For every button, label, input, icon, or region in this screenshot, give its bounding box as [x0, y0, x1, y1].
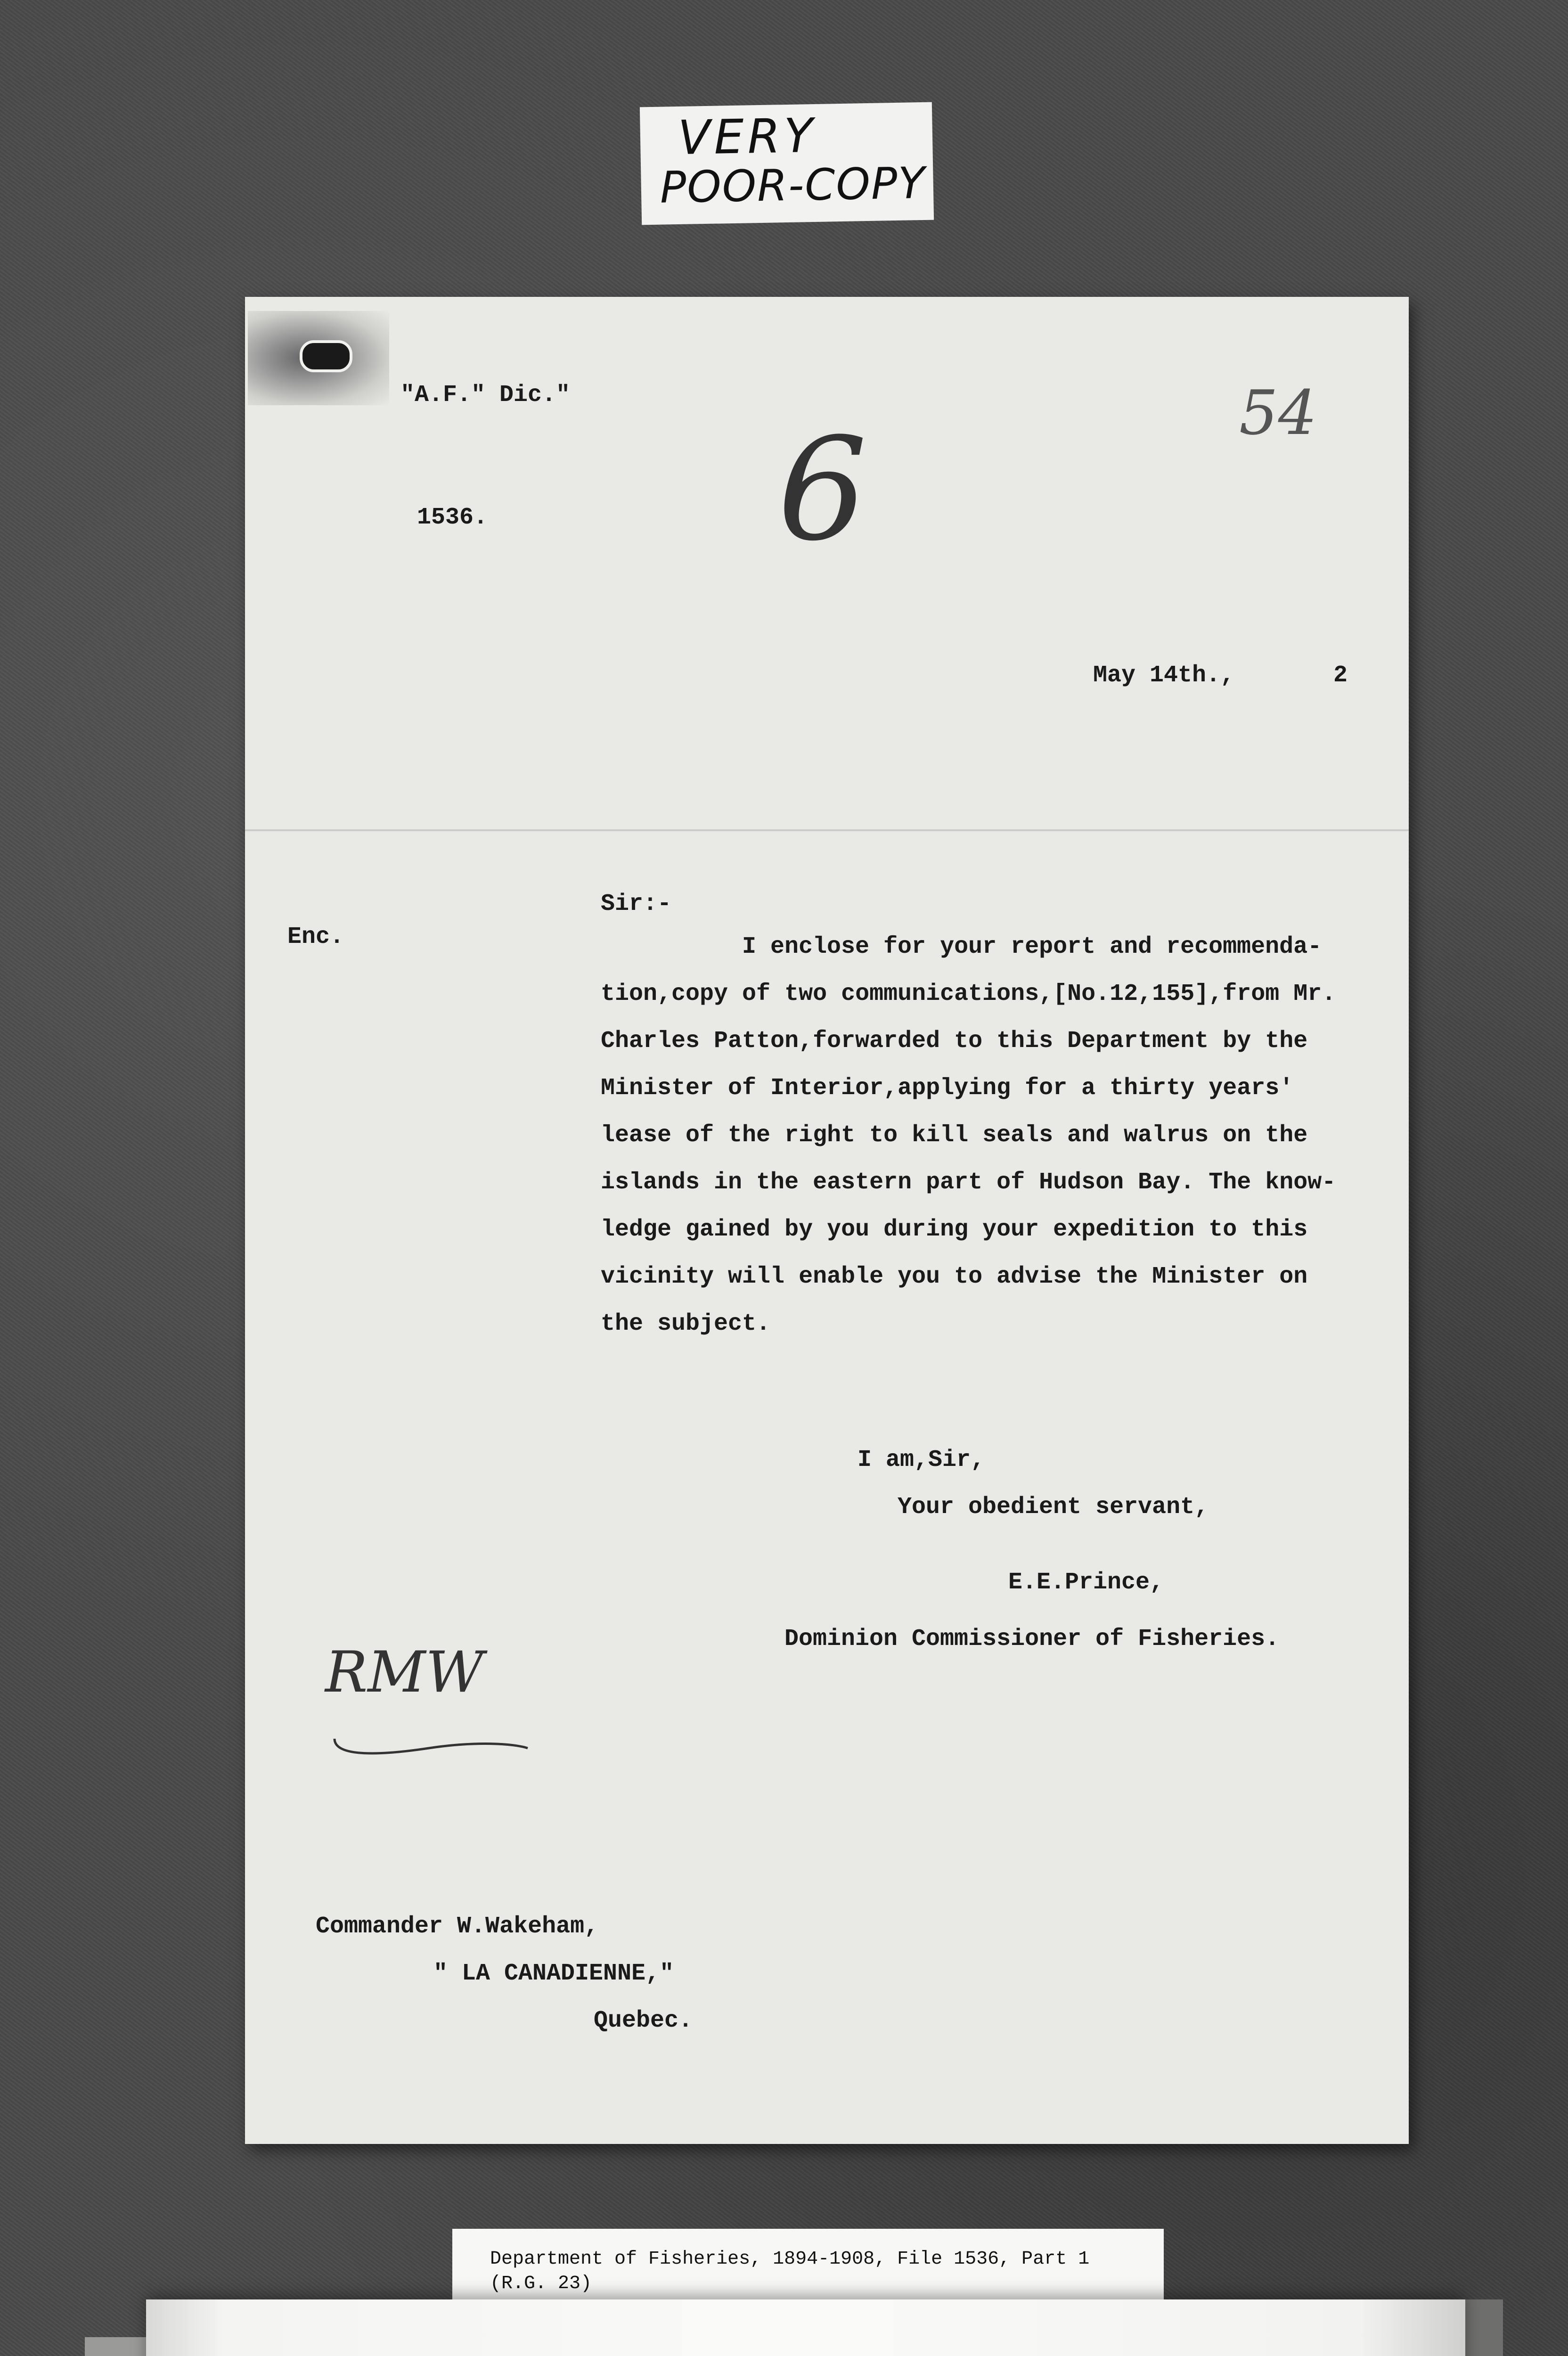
- letter-date: May 14th.,: [1093, 662, 1235, 689]
- paper-clip-hole: [300, 340, 352, 372]
- addressee-line: Commander W.Wakeham,: [316, 1913, 599, 1940]
- closing-line: I am,Sir,: [858, 1447, 985, 1473]
- body-line: ledge gained by you during your expedition to this: [601, 1216, 1308, 1243]
- addressee-line: Quebec.: [594, 2007, 693, 2034]
- page-fold-line: [245, 829, 1409, 831]
- salutation: Sir:-: [601, 891, 672, 917]
- public-archives-box: [146, 2299, 1465, 2356]
- letter-body: [601, 924, 1402, 1348]
- poor-copy-label-line1: VERY: [677, 107, 817, 166]
- letter-page: [245, 297, 1409, 2144]
- body-line: Minister of Interior,applying for a thirty years': [601, 1075, 1294, 1102]
- file-number: 1536.: [417, 504, 488, 531]
- body-line: the subject.: [601, 1310, 771, 1337]
- handwritten-initials: RMW: [325, 1640, 484, 1705]
- reference-header: "A.F." Dic.": [400, 382, 571, 409]
- poor-copy-label-line2: POOR-COPY: [659, 157, 926, 213]
- body-line: islands in the eastern part of Hudson Bay. The know-: [601, 1169, 1336, 1196]
- body-line: lease of the right to kill seals and walrus on the: [601, 1122, 1308, 1149]
- closing-line: Your obedient servant,: [898, 1494, 1209, 1521]
- archive-box-edge-left: [85, 2337, 155, 2356]
- body-line: I enclose for your report and recommenda-: [742, 933, 1322, 960]
- body-line: Charles Patton,forwarded to this Department by the: [601, 1028, 1308, 1055]
- poor-copy-label: [640, 102, 934, 225]
- signer-title: Dominion Commissioner of Fisheries.: [784, 1626, 1280, 1652]
- body-line: tion,copy of two communications,[No.12,155],from Mr.: [601, 981, 1336, 1007]
- letter-date-suffix: 2: [1333, 662, 1348, 689]
- addressee-line: " LA CANADIENNE,": [433, 1960, 674, 1987]
- archive-reference-line2: (R.G. 23): [490, 2273, 592, 2294]
- page-number: 54: [1239, 377, 1317, 449]
- initials-flourish: [325, 1710, 532, 1762]
- handwritten-number: 6: [777, 408, 867, 572]
- signer-name: E.E.Prince,: [1008, 1569, 1164, 1596]
- enclosure-note: Enc.: [287, 924, 344, 950]
- body-line: vicinity will enable you to advise the Minister on: [601, 1263, 1308, 1290]
- archive-reference-line1: Department of Fisheries, 1894-1908, File 1536, Part 1: [490, 2249, 1090, 2270]
